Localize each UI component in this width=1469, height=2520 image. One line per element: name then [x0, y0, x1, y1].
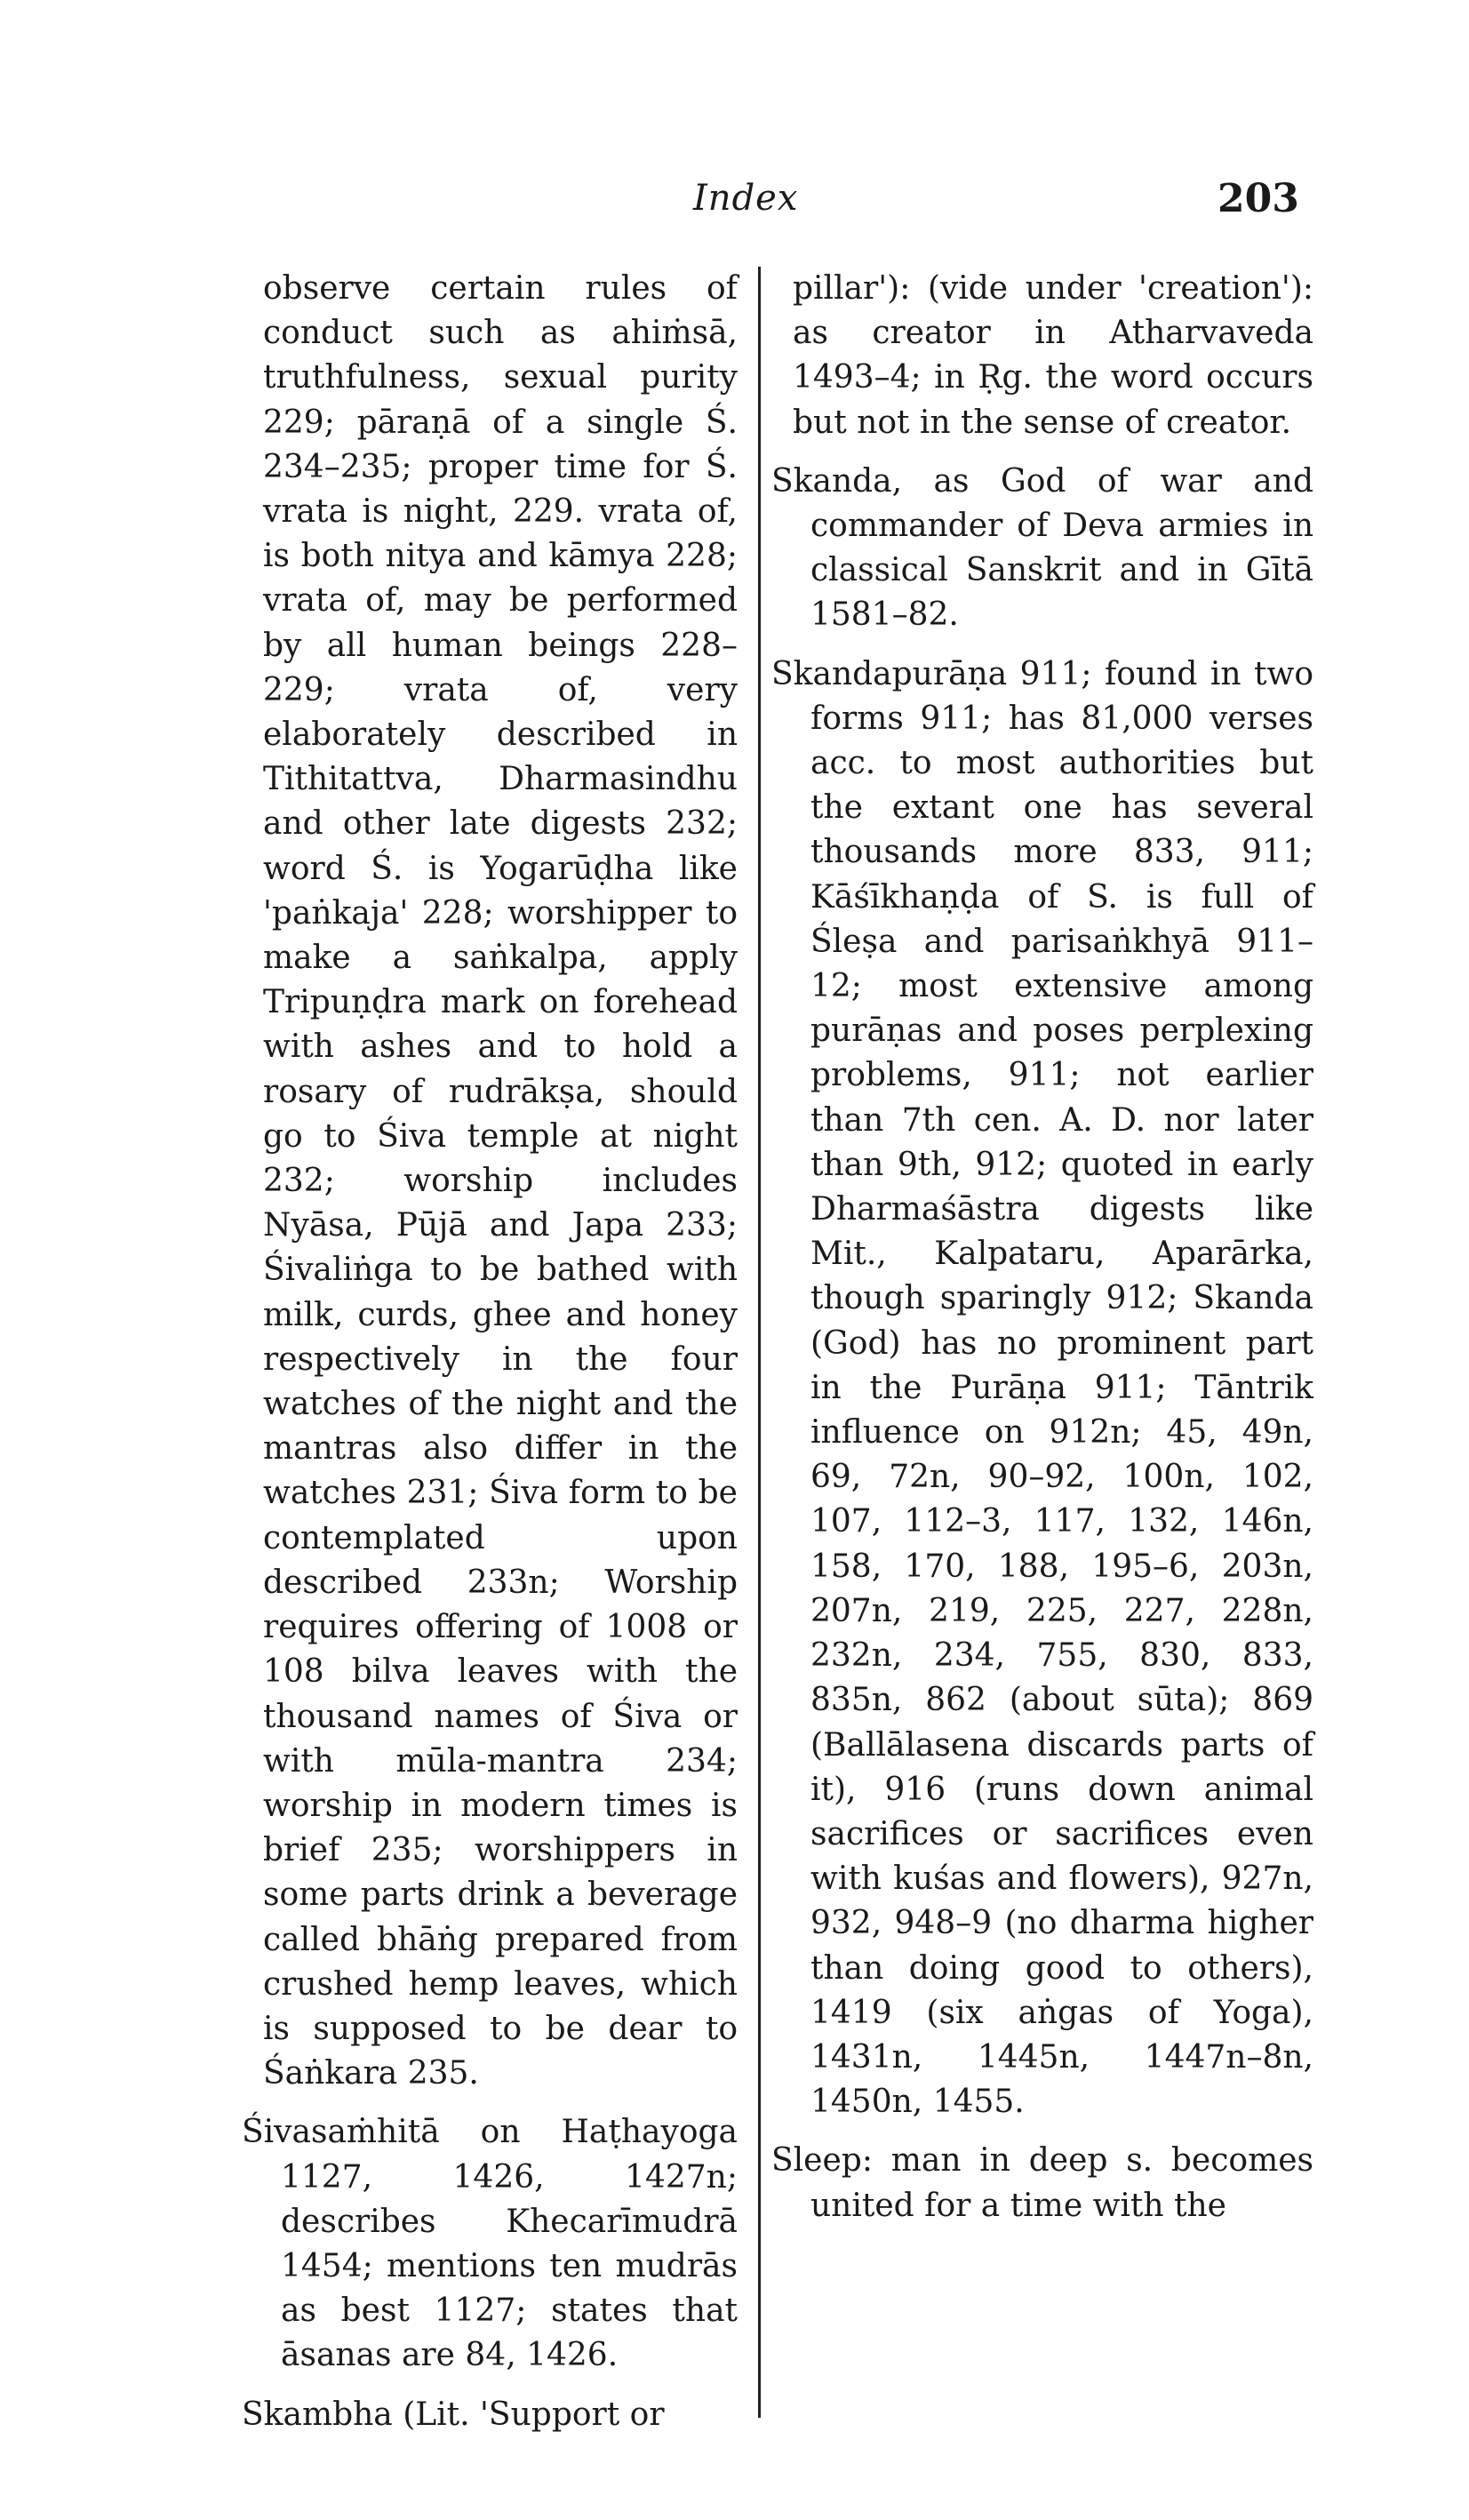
index-entry-skandapurana: Skandapurāṇa 911; found in two forms 911; has 81,000 verses acc. to most authorities but the extant one has several thousands more 833, 911; Kāśīkhaṇḍa of S. is full of Śleṣa and parisaṅkhyā 911–12; most extensive among purāṇas and poses perplexing problems, 911; not earlier than 7th cen. A. D. nor later than 9th, 912; quoted in early Dharmaśāstra digests like Mit., Kalpataru, Aparārka, though sparingly 912; Skanda (God) has no prominent part in the Purāṇa 911; Tāntrik influence on 912n; 45, 49n, 69, 72n, 90–92, 100n, 102, 107, 112–3, 117, 132, 146n, 158, 170, 188, 195–6, 203n, 207n, 219, 225, 227, 228n, 232n, 234, 755, 830, 833, 835n, 862 (about sūta); 869 (Ballālasena discards parts of it), 916 (runs down animal sacrifices or sacrifices even with kuśas and flowers), 927n, 932, 948–9 (no dharma higher than doing good to others), 1419 (six aṅgas of Yoga), 1431n, 1445n, 1447n–8n, 1450n, 1455.: [771, 655, 1313, 2121]
right-column: [771, 267, 1313, 2243]
left-column: [242, 267, 738, 2452]
index-entry-sivasamhita: Śivasaṁhitā on Haṭhayoga 1127, 1426, 1427n; describes Khecarīmudrā 1454; mentions ten mudrās as best 1127; states that āsanas are 84, 1426.: [242, 2114, 738, 2374]
page-number: 203: [1218, 176, 1299, 221]
index-entry-sleep: Sleep: man in deep s. becomes united for a time with the: [771, 2142, 1313, 2224]
running-title: Index: [693, 178, 799, 219]
page-header: [0, 169, 1469, 231]
index-entry-skambha-continued: pillar'): (vide under 'creation'): as creator in Atharvaveda 1493–4; in Ṛg. the word occurs but not in the sense of creator.: [793, 270, 1313, 441]
column-divider: [758, 267, 761, 2418]
index-entry-skambha: Skambha (Lit. 'Support or: [242, 2396, 665, 2433]
index-entry-siva-continued: observe certain rules of conduct such as ahiṁsā, truthfulness, sexual purity 229; pāraṇā of a single Ś. 234–235; proper time for Ś. vrata is night, 229. vrata of, is both nitya and kāmya 228; vrata of, may be performed by all human beings 228–229; vrata of, very elaborately described in Tithitattva, Dharmasindhu and other late digests 232; word Ś. is Yogarūḍha like 'paṅkaja' 228; worshipper to make a saṅkalpa, apply Tripuṇḍra mark on forehead with ashes and to hold a rosary of rudrākṣa, should go to Śiva temple at night 232; worship includes Nyāsa, Pūjā and Japa 233; Śivaliṅga to be bathed with milk, curds, ghee and honey respectively in the four watches of the night and the mantras also differ in the watches 231; Śiva form to be contemplated upon described 233n; Worship requires offering of 1008 or 108 bilva leaves with the thousand names of Śiva or with mūla-mantra 234; worship in modern times is brief 235; worshippers in some parts drink a beverage called bhāṅg prepared from crushed hemp leaves, which is supposed to be dear to Śaṅkara 235.: [263, 270, 738, 2092]
index-entry-skanda: Skanda, as God of war and commander of Deva armies in classical Sanskrit and in Gītā 1581–82.: [771, 462, 1313, 634]
